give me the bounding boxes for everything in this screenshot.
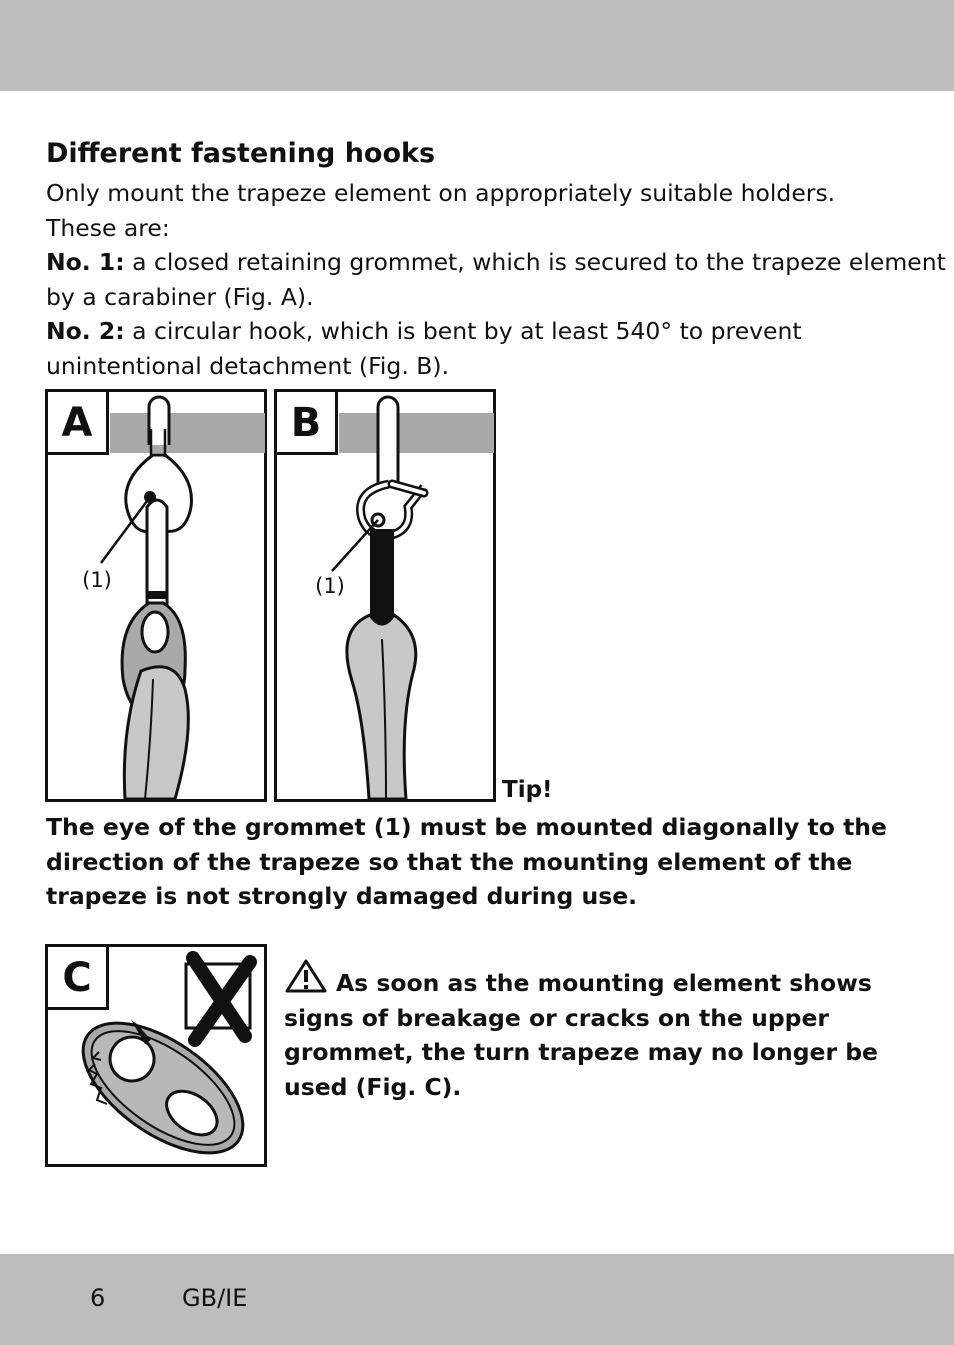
item-1-label: No. 1: <box>46 248 125 277</box>
footer-band <box>0 1254 954 1345</box>
item-1 <box>46 245 946 280</box>
figure-b <box>274 389 496 802</box>
tip-line: The eye of the grommet (1) must be mounted diagonally to the <box>46 813 887 841</box>
tip-title: Tip! <box>502 777 553 803</box>
intro-line: Only mount the trapeze element on appropriately suitable holders. <box>46 179 836 207</box>
warning-text <box>284 958 924 1104</box>
warning-line: As soon as the mounting element shows <box>284 958 924 1001</box>
figure-a-letter: A <box>61 400 93 446</box>
figure-b-letter: B <box>290 400 322 446</box>
figure-c <box>45 944 267 1167</box>
warning-line: used (Fig. C). <box>284 1072 462 1101</box>
item-1-text-cont: by a carabiner (Fig. A). <box>46 282 314 311</box>
header-band <box>0 0 954 91</box>
item-1-text: a closed retaining grommet, which is secured to the trapeze element <box>124 248 946 277</box>
intro-line: These are: <box>46 213 170 242</box>
warning-line: signs of breakage or cracks on the upper <box>284 1003 830 1032</box>
figure-a-callout: (1) <box>82 568 112 592</box>
figure-c-illustration <box>45 944 267 1167</box>
figure-a-illustration <box>45 389 267 802</box>
item-2-text-cont: unintentional detachment (Fig. B). <box>46 351 450 380</box>
page-language: GB/IE <box>182 1284 248 1312</box>
figure-b-illustration <box>274 389 496 802</box>
tip-text <box>46 810 926 914</box>
warning-triangle-icon <box>284 958 328 994</box>
page-number: 6 <box>90 1284 106 1312</box>
section-heading: Different fastening hooks <box>46 138 436 169</box>
item-2-text: a circular hook, which is bent by at least 540° to prevent <box>124 317 802 346</box>
cross-mark-icon <box>186 958 250 1040</box>
tip-line: trapeze is not strongly damaged during use. <box>46 882 638 911</box>
figure-b-callout: (1) <box>315 574 345 598</box>
figure-c-letter: C <box>62 955 92 1001</box>
item-2-label: No. 2: <box>46 317 125 346</box>
warning-line: grommet, the turn trapeze may no longer be <box>284 1038 878 1067</box>
item-2 <box>46 314 926 349</box>
tip-line: direction of the trapeze so that the mounting element of the <box>46 847 853 876</box>
figure-a <box>45 389 267 802</box>
intro-text <box>46 176 946 384</box>
